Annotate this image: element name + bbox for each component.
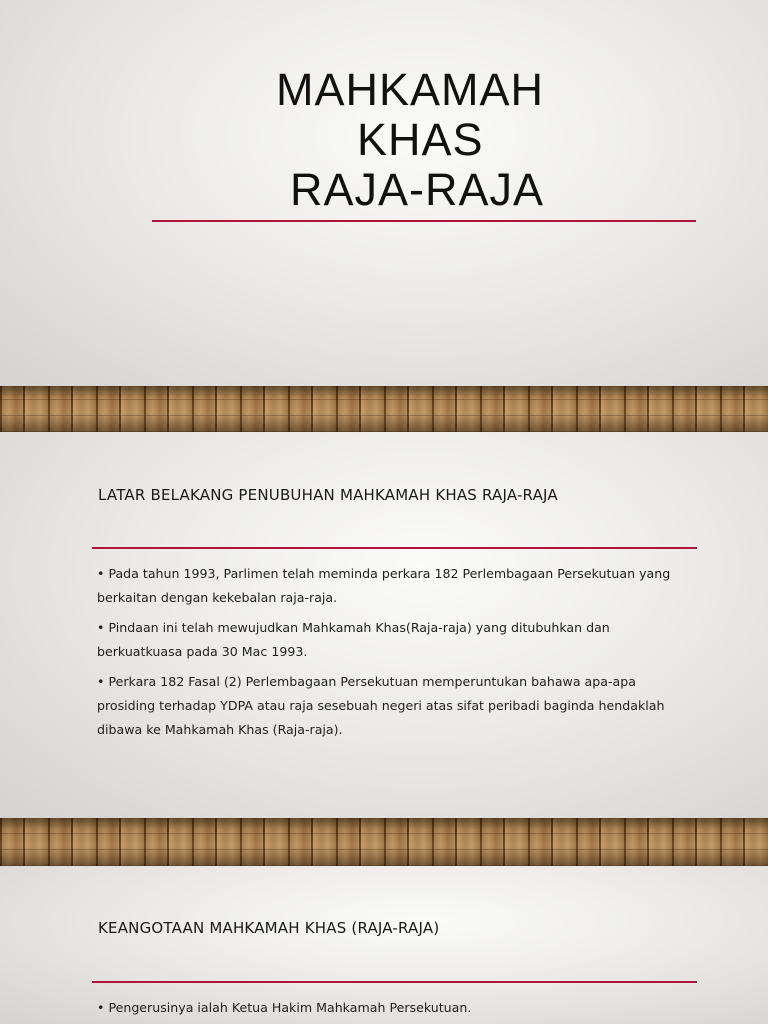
wood-floor-divider [0,818,768,866]
title-line-1: MAHKAMAH [276,64,545,115]
bullet-mark: • [97,620,105,635]
list-item [97,562,682,610]
slide-2-background [0,432,768,818]
title-line-2: KHAS [357,114,484,165]
list-item [97,670,682,742]
list-item [97,996,682,1020]
list-item [97,616,682,664]
bullet-text: Perkara 182 Fasal (2) Perlembagaan Persekutuan memperuntukan bahawa apa-apa prosiding terhadap YDPA atau raja sesebuah negeri atas sifat peribadi baginda hendaklah dibawa ke Mahkamah Khas (Raja-raja). [97,674,665,737]
bullet-text: Pindaan ini telah mewujudkan Mahkamah Khas(Raja-raja) yang ditubuhkan dan berkuatkuasa pada 30 Mac 1993. [97,620,610,659]
bullet-list [97,996,682,1024]
slide-heading: LATAR BELAKANG PENUBUHAN MAHKAMAH KHAS RAJA-RAJA [98,486,558,504]
slide-heading: KEANGOTAAN MAHKAMAH KHAS (RAJA-RAJA) [98,919,440,937]
bullet-text: Pengerusinya ialah Ketua Hakim Mahkamah Persekutuan. [108,1000,472,1015]
heading-divider [92,547,697,549]
slide-3-membership [0,866,768,1024]
heading-divider [92,981,697,983]
slide-1-title [0,0,768,386]
title-divider [152,220,696,222]
bullet-text: Pada tahun 1993, Parlimen telah meminda perkara 182 Perlembagaan Persekutuan yang berkaitan dengan kekebalan raja-raja. [97,566,671,605]
wood-floor-divider [0,386,768,432]
bullet-list [97,562,682,748]
bullet-mark: • [97,1000,105,1015]
title-line-3: RAJA-RAJA [290,164,545,215]
bullet-mark: • [97,566,105,581]
bullet-mark: • [97,674,105,689]
